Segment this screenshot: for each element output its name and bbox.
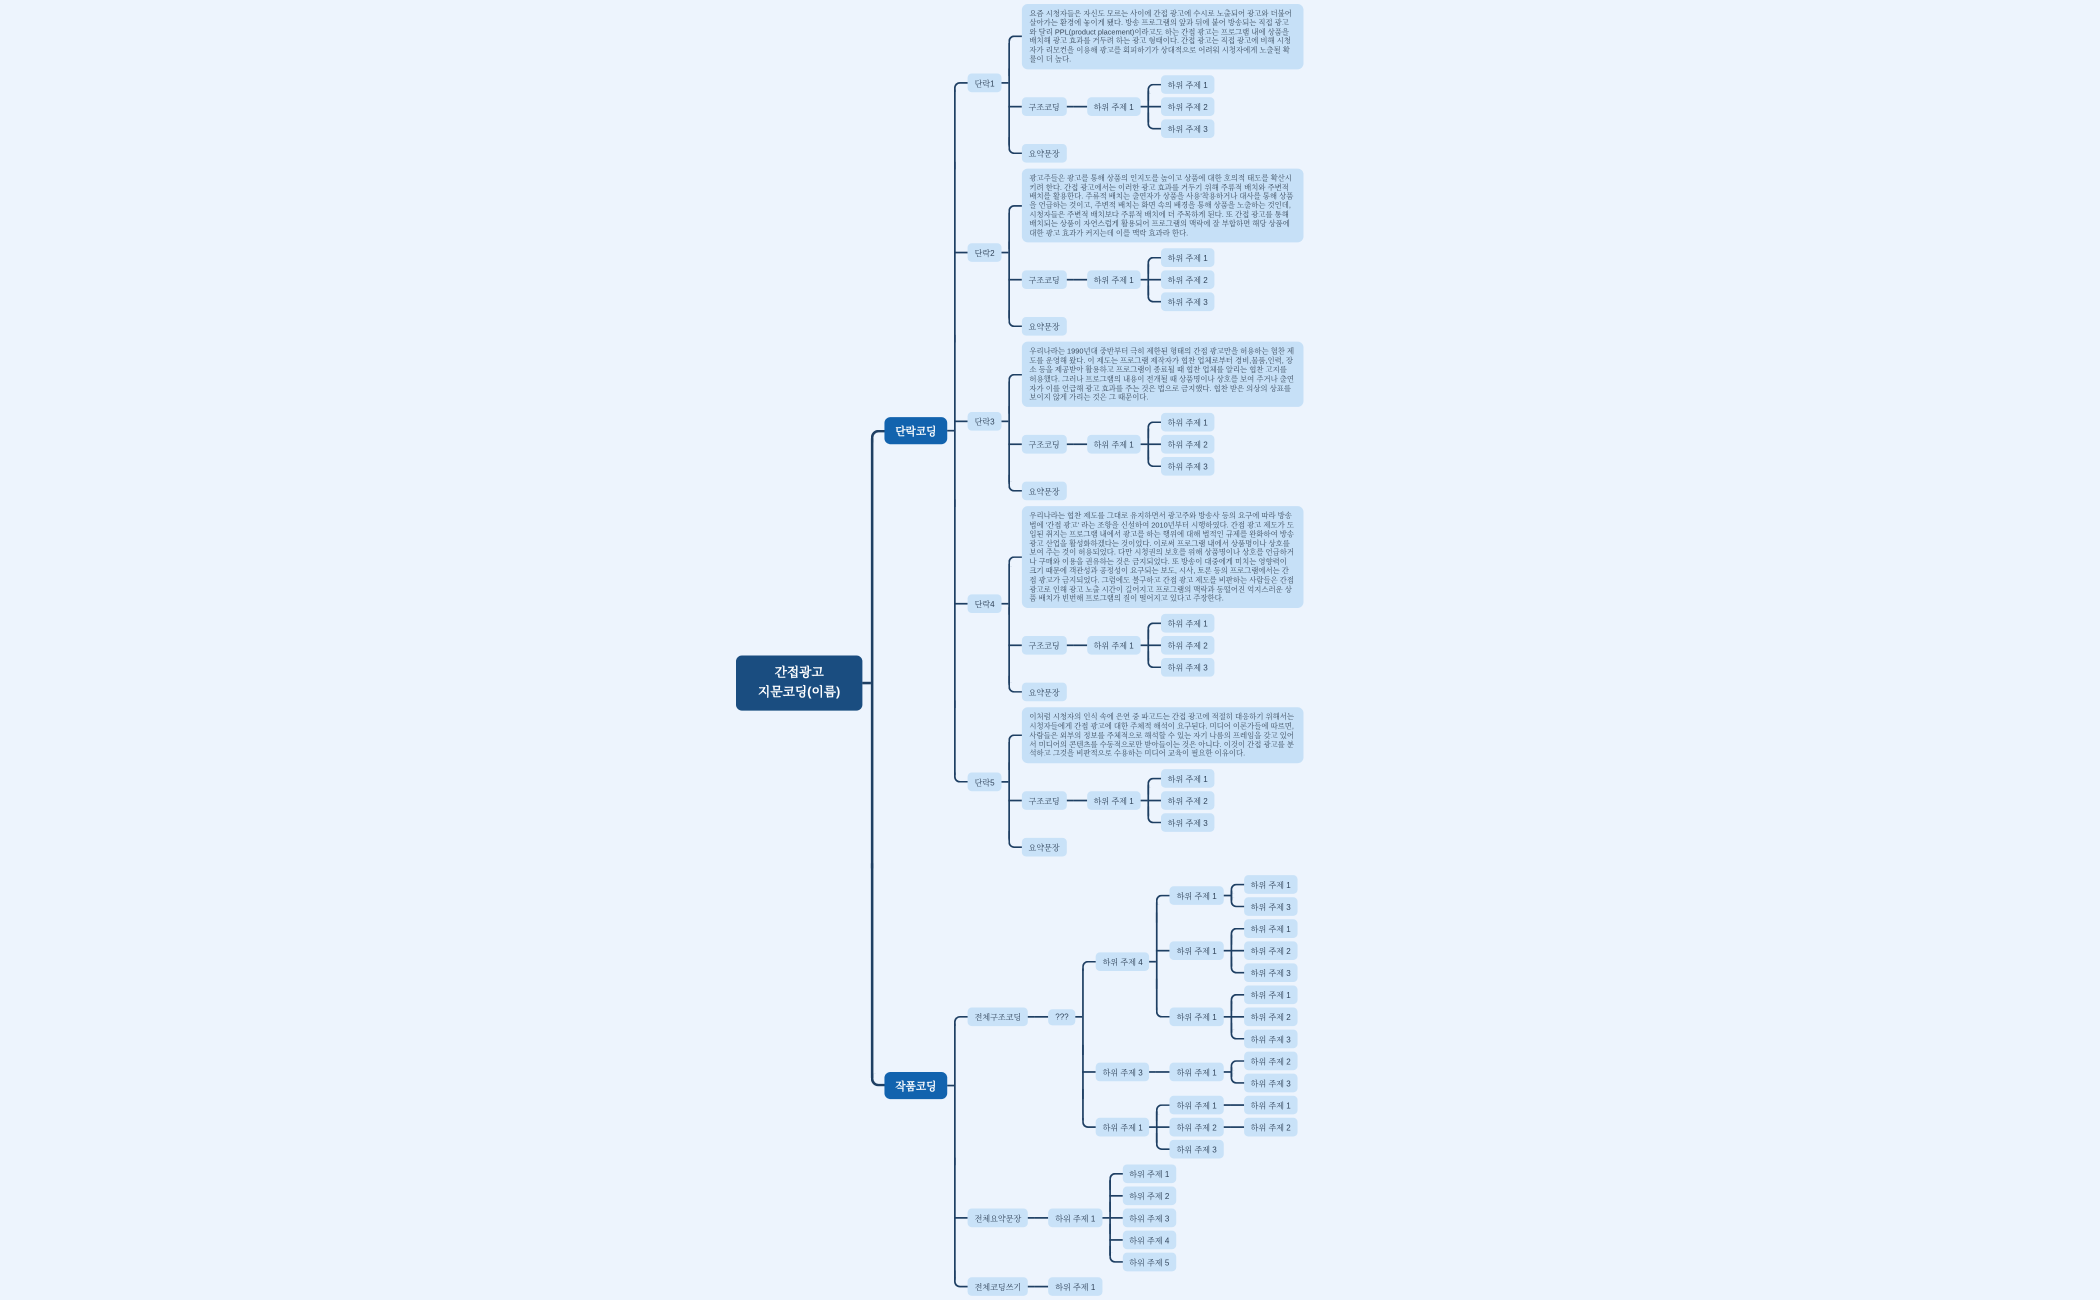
paragraph-5[interactable]: 단락5: [968, 773, 1002, 792]
branch: [1244, 1008, 1298, 1027]
subtopic[interactable]: 하위 주제 1: [1244, 986, 1298, 1005]
branch: [1161, 791, 1215, 810]
subtopic[interactable]: 하위 주제 2: [1161, 791, 1215, 810]
subtopic[interactable]: 하위 주제 1: [1161, 614, 1215, 633]
subtopic[interactable]: 하위 주제 2: [1244, 941, 1298, 960]
branch: [1122, 1187, 1176, 1206]
subtopic[interactable]: 하위 주제 1: [1161, 769, 1215, 788]
children-group: [1230, 1052, 1297, 1093]
child-connector: [1147, 457, 1214, 476]
branch: [1161, 293, 1215, 312]
summary-sentence[interactable]: 요약문장: [1022, 317, 1067, 336]
branch-paragraph-coding[interactable]: 단락코딩: [884, 417, 947, 444]
structure-coding[interactable]: 구조코딩: [1022, 636, 1067, 655]
branch: [1170, 875, 1298, 916]
branch: [1048, 875, 1297, 1158]
children-group: [1073, 769, 1214, 832]
children-group: [954, 4, 1303, 857]
child-connector: [1147, 249, 1214, 268]
subtopic[interactable]: 하위 주제 2: [1244, 1008, 1298, 1027]
branch: [1161, 119, 1215, 138]
child-connector: [1109, 1165, 1176, 1184]
paragraph-2[interactable]: 단락2: [968, 243, 1002, 262]
subtopic[interactable]: 하위 주제 3: [1161, 813, 1215, 832]
branch: [1170, 1118, 1298, 1137]
children-group: [1008, 342, 1303, 500]
branch: [1161, 658, 1215, 677]
child-connector: [1082, 1096, 1297, 1159]
children-group: [1035, 1277, 1102, 1296]
children-group: [1073, 413, 1214, 476]
branch: [1048, 1277, 1102, 1296]
branch: [1161, 457, 1215, 476]
child-connector: [1109, 1231, 1176, 1250]
branch: [1122, 1209, 1176, 1228]
children-group: [1230, 1096, 1297, 1115]
branch: [1170, 919, 1298, 982]
branch: [968, 875, 1298, 1158]
branch: [1022, 838, 1067, 857]
subtopic[interactable]: 하위 주제 1: [1087, 271, 1141, 290]
child-connector: [1073, 75, 1214, 138]
subtopic[interactable]: 하위 주제 3: [1161, 293, 1215, 312]
branch: [1244, 1052, 1298, 1071]
child-connector: [1082, 1052, 1297, 1093]
branch: [1161, 75, 1215, 94]
children-group: [1035, 875, 1298, 1158]
child-connector: [954, 4, 1303, 162]
structure-coding[interactable]: 구조코딩: [1022, 435, 1067, 454]
child-connector: [1156, 1140, 1297, 1159]
branch: [1022, 413, 1215, 476]
branch: [1022, 614, 1215, 677]
children-group: [1008, 4, 1303, 162]
branch: [1161, 271, 1215, 290]
subtopic[interactable]: 하위 주제 3: [1161, 457, 1215, 476]
subtopic[interactable]: 하위 주제 1: [1244, 919, 1298, 938]
branch: [884, 875, 1297, 1296]
child-connector: [1156, 1118, 1297, 1137]
child-connector: [1073, 769, 1214, 832]
child-connector: [1008, 838, 1303, 857]
branch: [884, 4, 1303, 857]
child-connector: [954, 707, 1303, 856]
subtopic[interactable]: 하위 주제 2: [1161, 271, 1215, 290]
subtopic[interactable]: 하위 주제 1: [1096, 1118, 1150, 1137]
branch: [1170, 1052, 1298, 1093]
subtopic[interactable]: 하위 주제 5: [1122, 1253, 1176, 1272]
child-connector: [1073, 614, 1214, 677]
child-connector: [1008, 482, 1303, 501]
child-connector: [1109, 1187, 1176, 1206]
child-connector: [1156, 875, 1297, 916]
branch: [1161, 413, 1215, 432]
branch: [1087, 75, 1215, 138]
branch: [1122, 1253, 1176, 1272]
branch: [1170, 1140, 1224, 1159]
subtopic[interactable]: 하위 주제 2: [1244, 1118, 1298, 1137]
child-connector: [1109, 1209, 1176, 1228]
subtopic[interactable]: 하위 주제 3: [1096, 1063, 1150, 1082]
child-connector: [954, 168, 1303, 336]
children-group: [1073, 614, 1214, 677]
branch: [1022, 144, 1067, 163]
subtopic[interactable]: 하위 주제 1: [1170, 1063, 1224, 1082]
branch: [1022, 342, 1304, 407]
structure-coding[interactable]: 구조코딩: [1022, 271, 1067, 290]
children-group: [1147, 413, 1214, 476]
branch: [968, 506, 1304, 701]
subtopic[interactable]: 하위 주제 2: [1161, 97, 1215, 116]
child-connector: [1230, 1008, 1297, 1027]
branch: [1244, 1030, 1298, 1049]
subtopic[interactable]: 하위 주제 1: [1087, 97, 1141, 116]
branch: [1022, 683, 1067, 702]
child-connector: [1008, 342, 1303, 407]
branch: [1244, 919, 1298, 938]
child-connector: [1008, 413, 1303, 476]
child-connector: [1147, 813, 1214, 832]
child-connector: [1230, 941, 1297, 960]
child-connector: [1147, 769, 1214, 788]
branch: [1096, 875, 1298, 1048]
subtopic[interactable]: 하위 주제 1: [1244, 1096, 1298, 1115]
branch: [1048, 1165, 1176, 1272]
branch: [968, 707, 1304, 856]
subtopic[interactable]: 하위 주제 1: [1244, 875, 1298, 894]
summary-sentence[interactable]: 요약문장: [1022, 683, 1067, 702]
child-connector: [1073, 249, 1214, 312]
child-connector: [871, 875, 1304, 1296]
branch: [1170, 1096, 1298, 1115]
child-connector: [1147, 658, 1214, 677]
overall-summary-sentence[interactable]: 전체요약문장: [968, 1209, 1028, 1228]
child-connector: [1008, 144, 1303, 163]
subtopic[interactable]: 하위 주제 1: [1170, 941, 1224, 960]
paragraph-1-note[interactable]: 요즘 시청자들은 자신도 모르는 사이에 간접 광고에 수시로 노출되어 광고와 더불어 살아가는 환경에 놓이게 됐다. 방송 프로그램의 앞과 뒤에 붙어 방송되는 직접 광고와 달리 PPL(product placement)이라고도 하는 간접 광고는 프로그램 내에 상품을 배치해 광고 효과를 거두려 하는 광고 형태이다. 간접 광고는 직접 광고에 비해 시청자가 리모컨을 이용해 광고를 회피하기가 상대적으로 어려워 시청자에게 노출될 확률이 더 높다.: [1022, 4, 1304, 69]
branch: [1161, 636, 1215, 655]
branch: [1087, 769, 1215, 832]
child-connector: [1008, 317, 1303, 336]
child-connector: [1156, 986, 1297, 1049]
structure-coding[interactable]: 구조코딩: [1022, 97, 1067, 116]
branch: [1022, 482, 1067, 501]
children-group: [1082, 875, 1297, 1158]
child-connector: [954, 1277, 1297, 1296]
summary-sentence[interactable]: 요약문장: [1022, 838, 1067, 857]
children-group: [1230, 919, 1297, 982]
child-connector: [1008, 168, 1303, 242]
child-connector: [1008, 249, 1303, 312]
branch: [1022, 249, 1215, 312]
subtopic[interactable]: 하위 주제 1: [1048, 1277, 1102, 1296]
branch: [736, 4, 1303, 1296]
child-connector: [1147, 97, 1214, 116]
child-connector: [1008, 614, 1303, 677]
branch: [1087, 413, 1215, 476]
children-group: [1073, 75, 1214, 138]
child-connector: [1156, 1096, 1297, 1115]
children-group: [1035, 1165, 1176, 1272]
branch: [1022, 707, 1304, 763]
paragraph-3-note[interactable]: 우리나라는 1990년대 중반부터 극히 제한된 형태의 간접 광고만을 허용하는 협찬 제도를 운영해 왔다. 이 제도는 프로그램 제작자가 협찬 업체로부터 경비,물품,인력, 장소 등을 제공받아 활용하고 프로그램이 종료될 때 협찬 업체를 알리는 협찬 고지를 허용했다. 그러나 프로그램의 내용이 전개될 때 상품명이나 상호를 보여 주거나 출연자가 이를 언급해 광고 효과를 주는 것은 법으로 금지했다. 협찬 받은 의상의 상표를 보이지 않게 가리는 것은 그 때문이다.: [1022, 342, 1304, 407]
subtopic[interactable]: 하위 주제 4: [1122, 1231, 1176, 1250]
child-connector: [1109, 1253, 1176, 1272]
child-connector: [1156, 919, 1297, 982]
children-group: [1156, 875, 1297, 1048]
children-group: [1156, 1096, 1297, 1159]
summary-sentence[interactable]: 요약문장: [1022, 482, 1067, 501]
child-connector: [1230, 919, 1297, 938]
children-group: [1230, 1118, 1297, 1137]
branch: [968, 342, 1304, 500]
children-group: [1230, 986, 1297, 1049]
subtopic[interactable]: 하위 주제 3: [1244, 963, 1298, 982]
child-connector: [1035, 875, 1298, 1158]
subtopic[interactable]: 하위 주제 3: [1170, 1140, 1224, 1159]
children-group: [1073, 249, 1214, 312]
subtopic[interactable]: 하위 주제 1: [1087, 791, 1141, 810]
branch: [1122, 1165, 1176, 1184]
paragraph-2-note[interactable]: 광고주들은 광고를 통해 상품의 인지도를 높이고 상품에 대한 호의적 태도를 확산시키려 한다. 간접 광고에서는 이러한 광고 효과를 거두기 위해 주류적 배치와 주변적 배치를 활용한다. 주류적 배치는 출연자가 상품을 사용'착용하거나 대사를 통해 상품을 언급하는 것이고, 주변적 배치는 화면 속의 배경을 통해 상품을 노출하는 것인데, 시청자들은 주변적 배치보다 주류적 배치에 더 주목하게 된다. 또 간접 광고를 통해 배치되는 상품이 자연스럽게 활용되어 프로그램의 맥락에 잘 부합하면 해당 상품에 대한 광고 효과가 커지는데 이를 맥락 효과라 한다.: [1022, 168, 1304, 242]
child-connector: [1147, 271, 1214, 290]
child-connector: [1147, 293, 1214, 312]
child-connector: [954, 506, 1303, 701]
branch: [1087, 614, 1215, 677]
child-connector: [1230, 1074, 1297, 1093]
subtopic[interactable]: 하위 주제 2: [1161, 435, 1215, 454]
subtopic[interactable]: 하위 주제 1: [1122, 1165, 1176, 1184]
branch: [1244, 1118, 1298, 1137]
child-connector: [954, 875, 1297, 1158]
child-connector: [871, 4, 1304, 857]
summary-sentence[interactable]: 요약문장: [1022, 144, 1067, 163]
child-connector: [1147, 791, 1214, 810]
subtopic[interactable]: 하위 주제 1: [1170, 1008, 1224, 1027]
subtopic[interactable]: 하위 주제 3: [1161, 119, 1215, 138]
branch: [1087, 249, 1215, 312]
root-topic-line: 지문코딩(이름): [758, 684, 841, 700]
children-group: [1008, 707, 1303, 856]
subtopic[interactable]: 하위 주제 1: [1048, 1209, 1102, 1228]
paragraph-1[interactable]: 단락1: [968, 74, 1002, 93]
subtopic[interactable]: 하위 주제 2: [1161, 636, 1215, 655]
branch: [1244, 986, 1298, 1005]
branch: [1244, 1074, 1298, 1093]
child-connector: [1008, 506, 1303, 608]
structure-coding[interactable]: 구조코딩: [1022, 791, 1067, 810]
paragraph-5-note[interactable]: 이처럼 시청자의 인식 속에 은연 중 파고드는 간접 광고에 적절히 대응하기 위해서는 시청자들에게 간접 광고에 대한 주체적 해석이 요구된다. 미디어 이론가들에 따르면, 사람들은 외부의 정보를 주체적으로 해석할 수 있는 자기 나름의 프레임을 갖고 있어서 미디어의 콘텐츠를 수동적으로만 받아들이는 것은 아니다. 이것이 간접 광고를 분석하고 그것을 비판적으로 수용하는 미디어 교육이 필요한 이유이다.: [1022, 707, 1304, 763]
branch: [1022, 317, 1067, 336]
child-connector: [1147, 119, 1214, 138]
child-connector: [1230, 1030, 1297, 1049]
branch: [1022, 75, 1215, 138]
children-group: [1147, 75, 1214, 138]
child-connector: [1008, 683, 1303, 702]
branch: [1122, 1231, 1176, 1250]
subtopic[interactable]: 하위 주제 1: [1161, 413, 1215, 432]
child-connector: [1008, 75, 1303, 138]
overall-coding-writing[interactable]: 전체코딩쓰기: [968, 1277, 1028, 1296]
child-connector: [1156, 1052, 1297, 1093]
branch: [1244, 875, 1298, 894]
overall-structure-coding[interactable]: 전체구조코딩: [968, 1008, 1028, 1027]
child-connector: [1035, 1165, 1176, 1272]
root-topic[interactable]: [736, 655, 862, 710]
subtopic[interactable]: 하위 주제 1: [1087, 636, 1141, 655]
paragraph-4[interactable]: 단락4: [968, 595, 1002, 614]
child-connector: [1147, 614, 1214, 633]
children-group: [1147, 769, 1214, 832]
children-group: [954, 875, 1297, 1296]
child-connector: [1008, 707, 1303, 763]
children-group: [871, 4, 1304, 1296]
child-connector: [1073, 413, 1214, 476]
branch: [1096, 1052, 1298, 1093]
branch: [1022, 506, 1304, 608]
child-connector: [1008, 4, 1303, 69]
children-group: [1008, 506, 1303, 701]
child-connector: [1230, 1052, 1297, 1071]
subtopic[interactable]: 하위 주제 1: [1170, 886, 1224, 905]
subtopic[interactable]: 하위 주제 3: [1122, 1209, 1176, 1228]
subtopic[interactable]: 하위 주제 3: [1244, 1074, 1298, 1093]
children-group: [1008, 168, 1303, 336]
unknown-topic[interactable]: ???: [1048, 1009, 1075, 1025]
branch: [1161, 614, 1215, 633]
children-group: [1147, 614, 1214, 677]
branch: [1022, 168, 1304, 242]
subtopic[interactable]: 하위 주제 2: [1170, 1118, 1224, 1137]
mindmap-canvas: [736, 4, 1303, 1296]
branch: [1161, 435, 1215, 454]
child-connector: [1035, 1277, 1102, 1296]
child-connector: [954, 342, 1303, 500]
child-connector: [1230, 1118, 1297, 1137]
branch: [1244, 897, 1298, 916]
subtopic[interactable]: 하위 주제 1: [1161, 249, 1215, 268]
paragraph-3[interactable]: 단락3: [968, 412, 1002, 431]
subtopic[interactable]: 하위 주제 3: [1244, 897, 1298, 916]
branch: [1244, 963, 1298, 982]
branch: [1161, 97, 1215, 116]
subtopic[interactable]: 하위 주제 2: [1122, 1187, 1176, 1206]
branch: [1244, 941, 1298, 960]
branch: [968, 168, 1304, 336]
subtopic[interactable]: 하위 주제 4: [1096, 952, 1150, 971]
branch: [968, 1165, 1176, 1272]
child-connector: [1230, 875, 1297, 894]
child-connector: [1082, 875, 1297, 1048]
branch: [1170, 986, 1298, 1049]
children-group: [1109, 1165, 1176, 1272]
branch: [1161, 769, 1215, 788]
branch: [1161, 813, 1215, 832]
branch: [968, 1277, 1102, 1296]
child-connector: [1147, 413, 1214, 432]
child-connector: [1230, 897, 1297, 916]
branch-work-coding[interactable]: 작품코딩: [884, 1072, 947, 1099]
branch: [1096, 1096, 1298, 1159]
branch: [1022, 769, 1215, 832]
child-connector: [1230, 986, 1297, 1005]
children-group: [1156, 1052, 1297, 1093]
child-connector: [1230, 1096, 1297, 1115]
root-topic-line: 간접광고: [774, 665, 824, 681]
subtopic[interactable]: 하위 주제 1: [1087, 435, 1141, 454]
child-connector: [1230, 963, 1297, 982]
children-group: [1230, 875, 1297, 916]
branch: [1244, 1096, 1298, 1115]
paragraph-4-note[interactable]: 우리나라는 협찬 제도를 그대로 유지하면서 광고주와 방송사 등의 요구에 따라 방송법에 '간접 광고' 라는 조항을 신설하여 2010년부터 시행하였다. 간접 광고 제도가 도입된 취지는 프로그램 내에서 광고를 하는 행위에 대해 법적인 규제를 완화하여 방송 광고 산업을 활성화하겠다는 것이었다. 이로써 프로그램 내에서 상품명이나 상호를 보여 주는 것이 허용되었다. 다만 시청권의 보호를 위해 상품명이나 상호를 언급하거나 구매와 이용을 권유하는 것은 금지되었다. 또 방송이 대중에게 미치는 영향력이 크기 때문에 객관성과 공정성이 요구되는 보도, 시사, 토론 등의 프로그램에서는 간접 광고가 금지되었다. 그럼에도 불구하고 간접 광고 제도를 비판하는 사람들은 간접 광고로 인해 광고 노출 시간이 길어지고 프로그램의 맥락과 동떨어진 억지스러운 상품 배치가 빈번해 프로그램의 질이 떨어지고 있다고 주장한다.: [1022, 506, 1304, 608]
children-group: [1147, 249, 1214, 312]
subtopic[interactable]: 하위 주제 3: [1161, 658, 1215, 677]
child-connector: [954, 1165, 1297, 1272]
branch: [1022, 4, 1304, 69]
subtopic[interactable]: 하위 주제 2: [1244, 1052, 1298, 1071]
subtopic[interactable]: 하위 주제 3: [1244, 1030, 1298, 1049]
child-connector: [1008, 769, 1303, 832]
subtopic[interactable]: 하위 주제 1: [1170, 1096, 1224, 1115]
branch: [968, 4, 1304, 162]
branch: [1161, 249, 1215, 268]
child-connector: [1147, 435, 1214, 454]
child-connector: [1147, 75, 1214, 94]
child-connector: [1147, 636, 1214, 655]
subtopic[interactable]: 하위 주제 1: [1161, 75, 1215, 94]
